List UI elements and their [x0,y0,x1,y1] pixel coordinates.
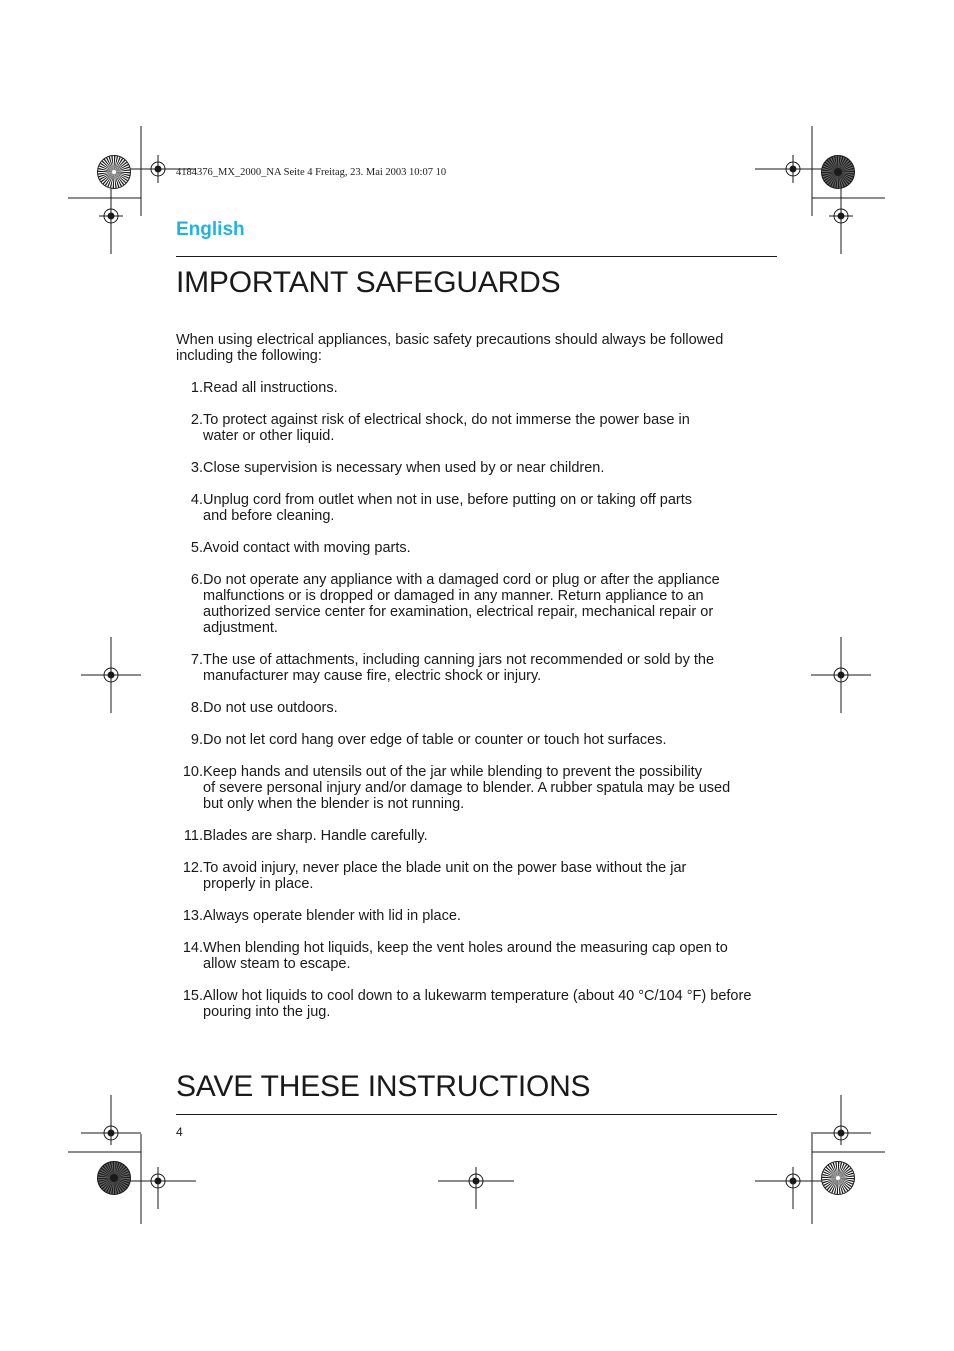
list-item-number-text: 10. [182,764,203,780]
list-item [176,988,776,1020]
intro-text: When using electrical appliances, basic safety precautions should always be followed including the following: [176,332,724,364]
list-item-number [176,940,203,972]
list-item-number-text: 3. [190,460,203,476]
list-item-text: Keep hands and utensils out of the jar while blending to prevent the possibility of severe personal injury and/or damage to blender. A rubber spatula may be used but only when the blender is not running. [203,764,731,812]
registration-mark-icon [811,1095,871,1145]
list-item [176,700,776,716]
list-item-number [176,732,203,748]
list-item-text: Do not use outdoors. [203,700,338,716]
list-item [176,764,776,812]
list-item-number [176,652,203,684]
list-item-number [176,860,203,892]
list-item-text: Unplug cord from outlet when not in use, before putting on or taking off parts and before cleaning. [203,492,692,524]
page-title: IMPORTANT SAFEGUARDS [176,266,561,299]
registration-mark-icon [81,1095,141,1145]
list-item-text: Allow hot liquids to cool down to a lukewarm temperature (about 40 °C/104 °F) before pouring into the jug. [203,988,752,1020]
list-item-text: Always operate blender with lid in place. [203,908,461,924]
registration-mark-icon [755,155,831,183]
list-item-number-text: 15. [182,988,203,1004]
list-item-number-text: 11. [183,828,203,844]
list-item-number [176,540,203,556]
list-item-number-text: 9. [190,732,203,748]
list-item [176,828,776,844]
registration-mark-icon [811,637,871,713]
list-item-number-text: 5. [190,540,203,556]
list-item-text: Do not operate any appliance with a damaged cord or plug or after the appliance malfunctions or is dropped or damaged in any manner. Return appliance to an authorized service center for examination, electrical repair, mechanical repair or adjustment. [203,572,720,636]
list-item [176,412,776,444]
closing-title: SAVE THESE INSTRUCTIONS [176,1070,591,1103]
list-item-number [176,412,203,444]
list-item-number-text: 2. [190,412,203,428]
starburst-target-icon [98,156,131,189]
divider-top [176,256,777,257]
page-number: 4 [176,1125,183,1139]
list-item-number-text: 7. [190,652,203,668]
list-item-text: Close supervision is necessary when used by or near children. [203,460,605,476]
registration-mark-icon [755,1167,831,1209]
language-heading: English [176,219,245,240]
list-item-text: When blending hot liquids, keep the vent holes around the measuring cap open to allow steam to escape. [203,940,728,972]
list-item-number-text: 14. [182,940,203,956]
safeguards-list [176,380,776,1036]
list-item-number [176,492,203,524]
registration-mark-icon [438,1167,514,1209]
list-item-text: To avoid injury, never place the blade unit on the power base without the jar properly in place. [203,860,687,892]
list-item [176,380,776,396]
divider-bottom [176,1114,777,1115]
registration-mark-icon [120,1167,196,1209]
list-item-number-text: 8. [190,700,203,716]
registration-mark-icon [81,637,141,713]
list-item-text: Do not let cord hang over edge of table or counter or touch hot surfaces. [203,732,667,748]
starburst-target-icon [822,156,855,189]
list-item-number [176,988,203,1020]
list-item-number [176,460,203,476]
list-item [176,572,776,636]
list-item-text: Avoid contact with moving parts. [203,540,411,556]
list-item [176,940,776,972]
list-item-number [176,828,203,844]
list-item-text: The use of attachments, including canning jars not recommended or sold by the manufacturer may cause fire, electric shock or injury. [203,652,715,684]
list-item-number [176,700,203,716]
list-item [176,860,776,892]
registration-mark-icon [99,178,123,254]
list-item-number [176,380,203,396]
list-item [176,492,776,524]
print-slug: 4184376_MX_2000_NA Seite 4 Freitag, 23. Mai 2003 10:07 10 [176,167,447,178]
list-item-number [176,764,203,812]
list-item-text: Read all instructions. [203,380,338,396]
list-item-number-text: 13. [182,908,203,924]
list-item [176,732,776,748]
list-item [176,908,776,924]
registration-mark-icon [829,178,853,254]
list-item-number-text: 12. [182,860,203,876]
list-item-number-text: 1. [190,380,203,396]
list-item [176,540,776,556]
list-item-number-text: 6. [190,572,203,588]
list-item-text: To protect against risk of electrical shock, do not immerse the power base in water or other liquid. [203,412,690,444]
starburst-target-icon [822,1162,855,1195]
list-item [176,652,776,684]
list-item [176,460,776,476]
list-item-text: Blades are sharp. Handle carefully. [203,828,428,844]
starburst-target-icon [98,1162,131,1195]
list-item-number-text: 4. [190,492,203,508]
list-item-number [176,572,203,636]
list-item-number [176,908,203,924]
